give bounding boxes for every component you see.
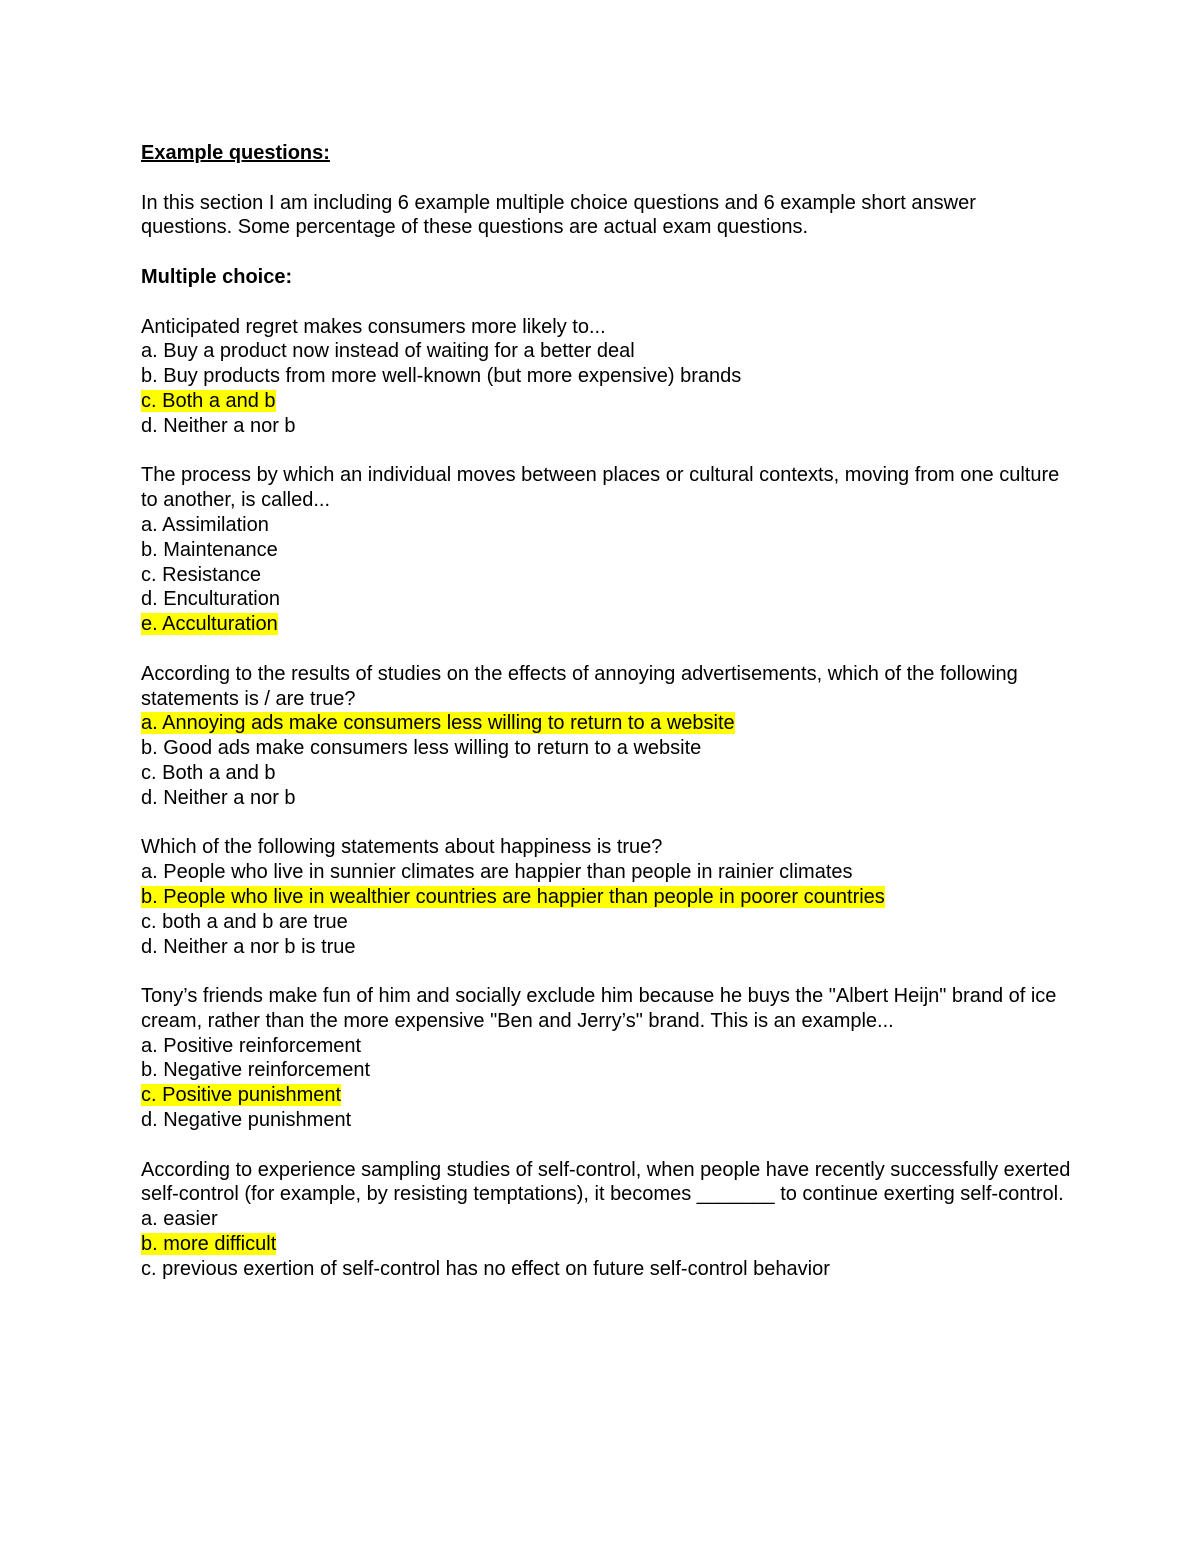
spacer bbox=[141, 166, 1071, 191]
answer-option bbox=[141, 364, 1071, 389]
answer-option-text: a. Buy a product now instead of waiting for a better deal bbox=[141, 340, 635, 363]
answer-option bbox=[141, 339, 1071, 364]
answer-option bbox=[141, 860, 1071, 885]
answer-option bbox=[141, 1108, 1071, 1133]
spacer bbox=[141, 439, 1071, 464]
answer-option-text: d. Enculturation bbox=[141, 588, 280, 611]
answer-option-text: a. easier bbox=[141, 1208, 218, 1231]
spacer bbox=[141, 811, 1071, 836]
answer-option bbox=[141, 885, 1071, 910]
answer-option bbox=[141, 711, 1071, 736]
answer-option bbox=[141, 1257, 1071, 1282]
answer-option bbox=[141, 1058, 1071, 1083]
answer-option-text: b. Buy products from more well-known (but more expensive) brands bbox=[141, 365, 742, 388]
answer-option-text: d. Neither a nor b bbox=[141, 414, 296, 437]
answer-option bbox=[141, 538, 1071, 563]
answer-option-text: d. Neither a nor b is true bbox=[141, 935, 356, 958]
answer-option bbox=[141, 587, 1071, 612]
answer-option-text: a. Positive reinforcement bbox=[141, 1034, 362, 1057]
answer-option bbox=[141, 786, 1071, 811]
question-stem: Anticipated regret makes consumers more likely to... bbox=[141, 315, 606, 338]
answer-option-text: a. People who live in sunnier climates are happier than people in rainier climates bbox=[141, 861, 853, 884]
answer-option-highlighted-text: c. Both a and b bbox=[141, 389, 276, 412]
answer-option bbox=[141, 563, 1071, 588]
answer-option bbox=[141, 736, 1071, 761]
question-block bbox=[141, 835, 1071, 959]
answer-option-text: c. previous exertion of self-control has no effect on future self-control behavior bbox=[141, 1257, 830, 1280]
page-title: Example questions: bbox=[141, 142, 330, 164]
question-stem: Tony’s friends make fun of him and socially exclude him because he buys the "Albert Heijn" brand of ice cream, rather than the more expensive "Ben and Jerry’s" brand. This is an example... bbox=[141, 985, 1057, 1032]
answer-option-highlighted-text: a. Annoying ads make consumers less willing to return to a website bbox=[141, 712, 735, 735]
answer-option-text: b. Maintenance bbox=[141, 538, 278, 561]
answer-option bbox=[141, 612, 1071, 637]
question-block bbox=[141, 984, 1071, 1133]
answer-option-text: b. Good ads make consumers less willing to return to a website bbox=[141, 737, 702, 760]
answer-option bbox=[141, 910, 1071, 935]
spacer bbox=[141, 1133, 1071, 1158]
answer-option-highlighted-text: b. People who live in wealthier countries are happier than people in poorer countries bbox=[141, 885, 885, 908]
answer-option-text: d. Neither a nor b bbox=[141, 786, 296, 809]
section-heading-multiple-choice: Multiple choice: bbox=[141, 265, 293, 288]
question-list bbox=[141, 315, 1071, 1282]
answer-option bbox=[141, 1232, 1071, 1257]
spacer bbox=[141, 959, 1071, 984]
answer-option-text: c. Both a and b bbox=[141, 761, 276, 784]
answer-option-text: c. Resistance bbox=[141, 563, 262, 586]
answer-option-text: a. Assimilation bbox=[141, 513, 269, 536]
answer-option-text: d. Negative punishment bbox=[141, 1109, 352, 1132]
question-block bbox=[141, 662, 1071, 811]
question-stem: The process by which an individual moves between places or cultural contexts, moving from one culture to another, is called... bbox=[141, 464, 1060, 512]
answer-option-text: b. Negative reinforcement bbox=[141, 1059, 371, 1082]
spacer bbox=[141, 240, 1071, 265]
answer-option bbox=[141, 389, 1071, 414]
spacer bbox=[141, 290, 1071, 315]
answer-option-highlighted-text: c. Positive punishment bbox=[141, 1084, 342, 1107]
answer-option bbox=[141, 1034, 1071, 1059]
spacer bbox=[141, 637, 1071, 662]
question-block bbox=[141, 1158, 1071, 1282]
answer-option bbox=[141, 513, 1071, 538]
intro-paragraph: In this section I am including 6 example multiple choice questions and 6 example short answer questions. Some percentage of these questions are actual exam questions. bbox=[141, 191, 976, 239]
answer-option bbox=[141, 414, 1071, 439]
answer-option bbox=[141, 1207, 1071, 1232]
answer-option-text: c. both a and b are true bbox=[141, 910, 348, 933]
answer-option bbox=[141, 935, 1071, 960]
answer-option-highlighted-text: b. more difficult bbox=[141, 1233, 277, 1256]
answer-option-highlighted-text: e. Acculturation bbox=[141, 613, 278, 636]
answer-option bbox=[141, 761, 1071, 786]
question-stem: According to experience sampling studies of self-control, when people have recently successfully exerted self-control (for example, by resisting temptations), it becomes _______ to continue exerting self-control. bbox=[141, 1158, 1071, 1206]
question-stem: Which of the following statements about happiness is true? bbox=[141, 836, 663, 859]
answer-option bbox=[141, 1083, 1071, 1108]
document-page bbox=[141, 141, 1071, 1282]
question-block bbox=[141, 315, 1071, 439]
question-block bbox=[141, 463, 1071, 637]
question-stem: According to the results of studies on the effects of annoying advertisements, which of the following statements is / are true? bbox=[141, 662, 1018, 710]
